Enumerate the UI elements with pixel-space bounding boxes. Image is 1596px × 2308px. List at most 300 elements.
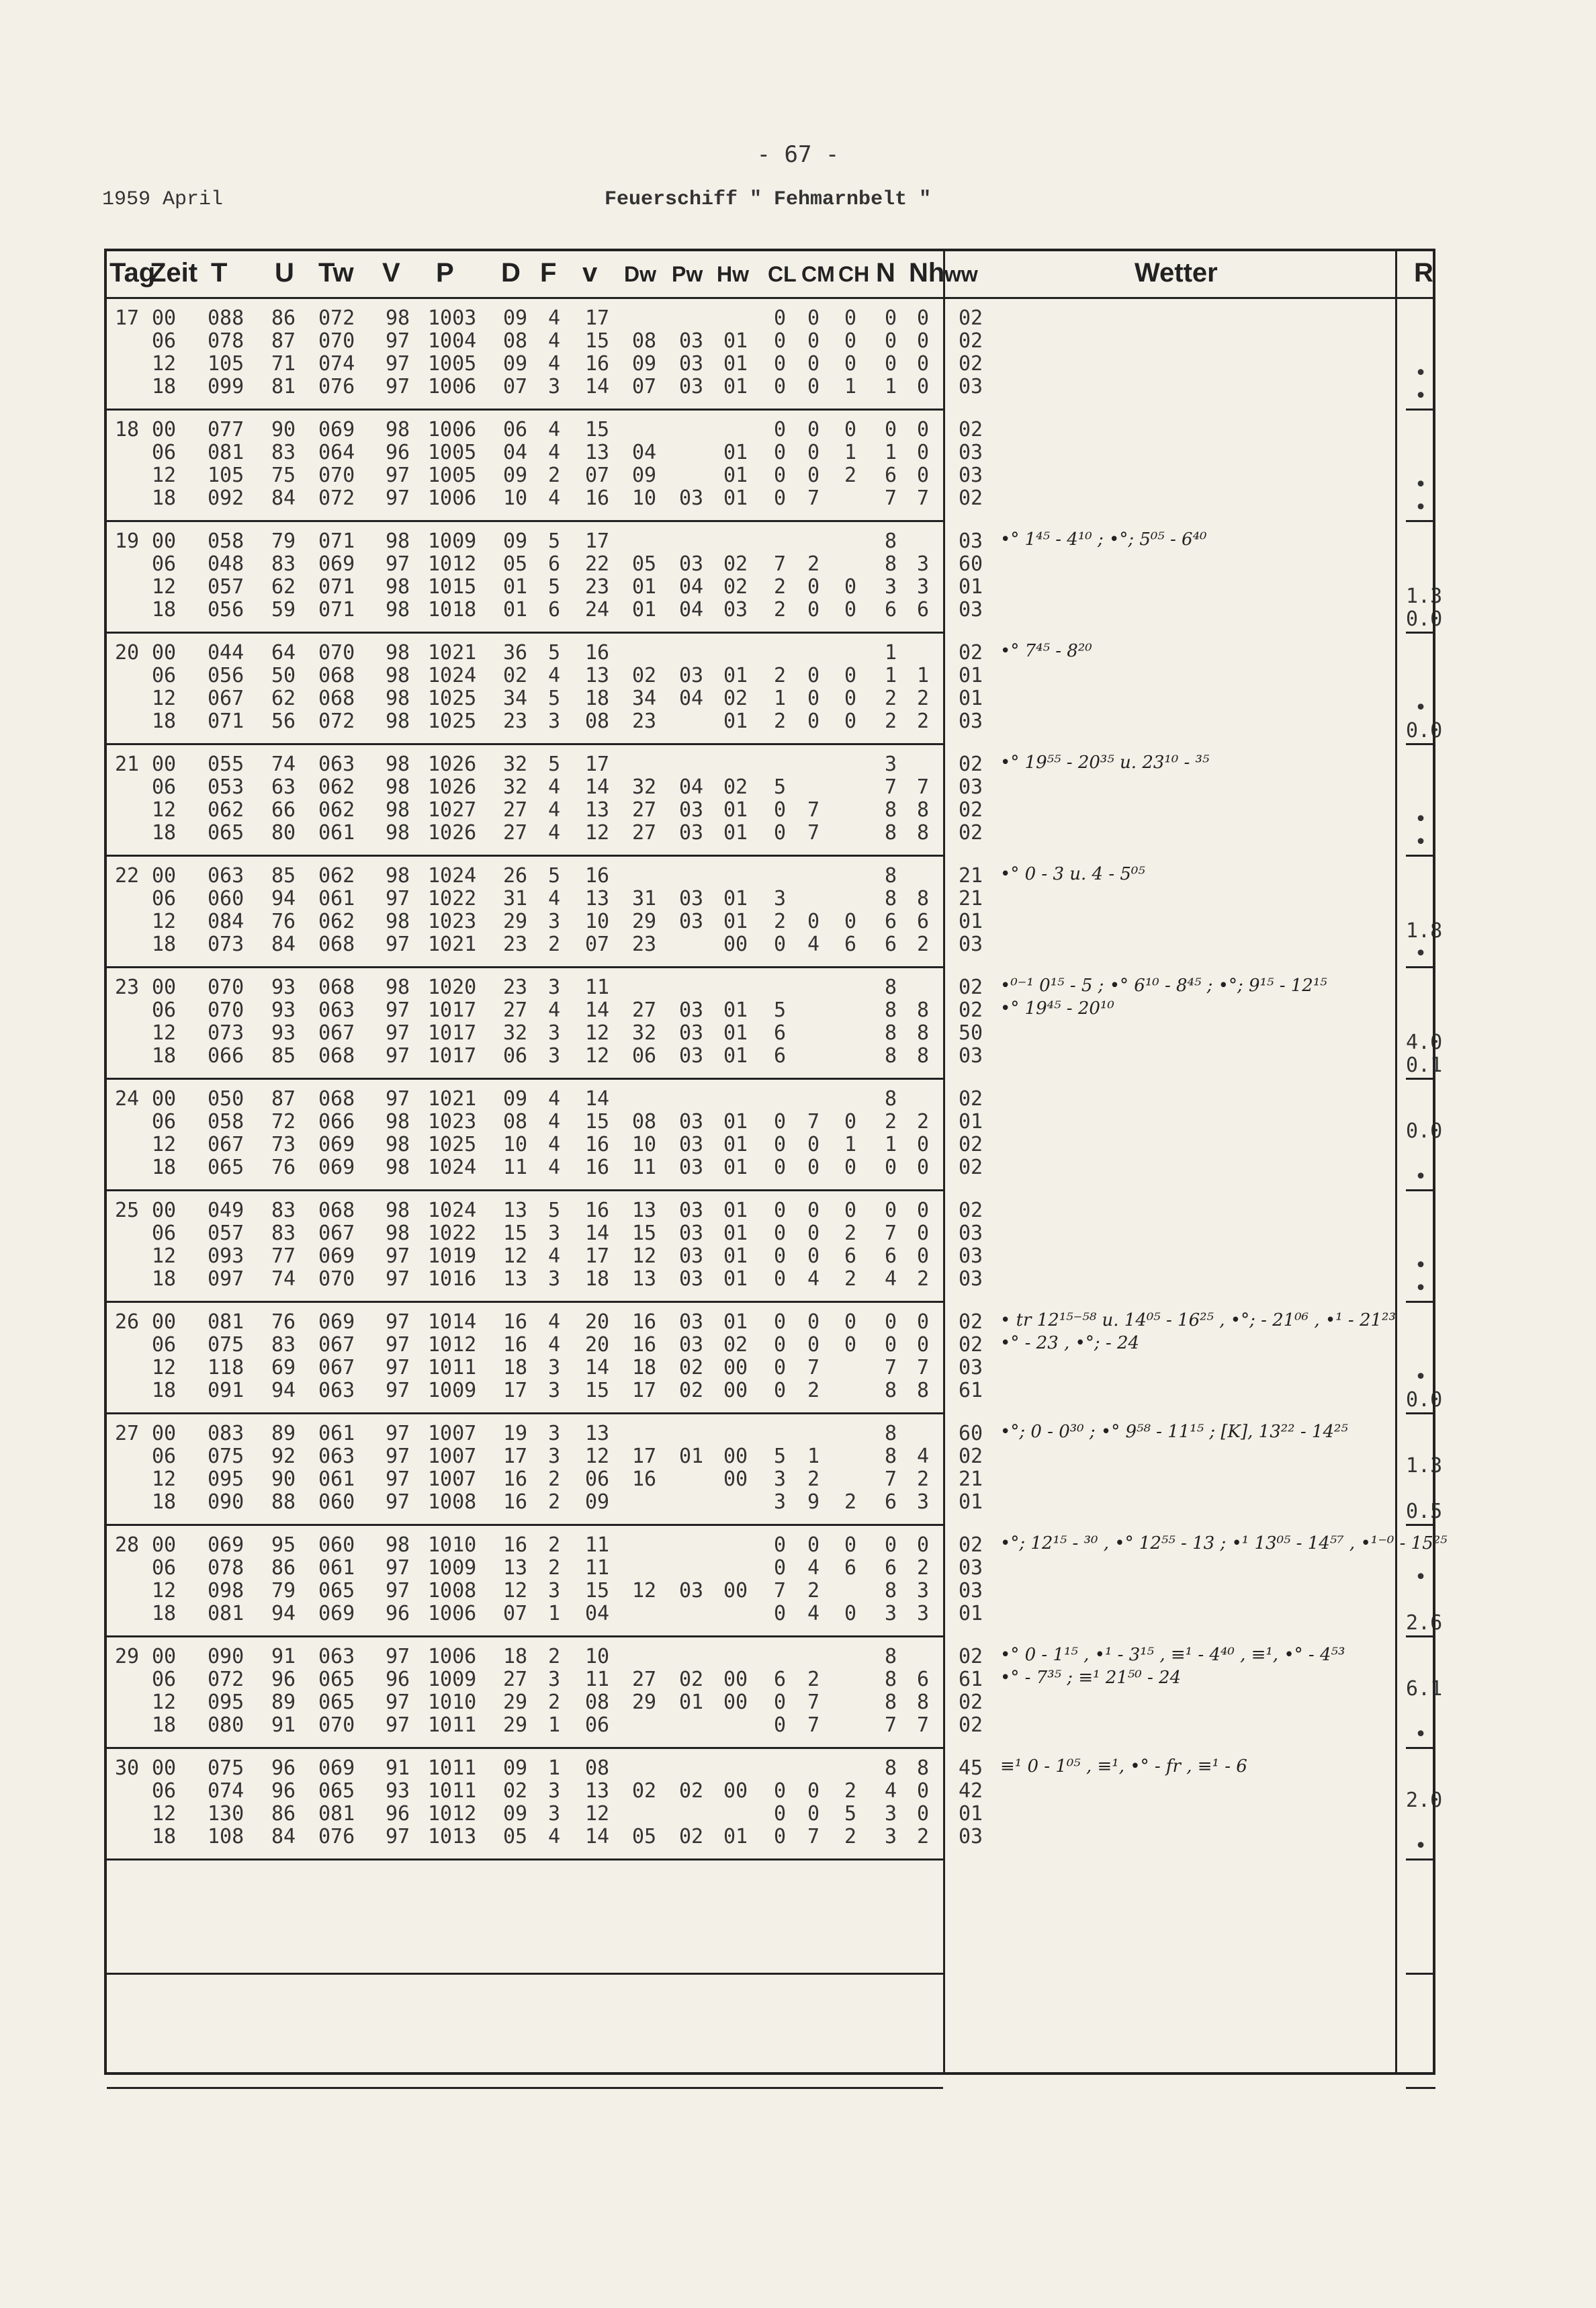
cell-d: 13 [503, 1199, 528, 1222]
row-divider [107, 409, 943, 411]
cell-ch: 0 [844, 687, 857, 710]
cell-p: 1017 [428, 998, 477, 1022]
cell-hw: 01 [723, 1044, 748, 1068]
table-row [107, 887, 1433, 910]
cell-n: 8 [885, 887, 897, 910]
cell-n: 7 [885, 1467, 897, 1491]
cell-tw: 068 [318, 1199, 355, 1222]
cell-u: 73 [271, 1133, 296, 1156]
cell-zeit: 18 [152, 1044, 177, 1068]
cell-t: 080 [208, 1713, 245, 1737]
cell-t: 073 [208, 933, 245, 956]
cell-p: 1019 [428, 1244, 477, 1268]
cell-zeit: 18 [152, 1602, 177, 1625]
cell-d: 10 [503, 1133, 528, 1156]
cell-u: 94 [271, 1602, 296, 1625]
header-cm: CM [801, 262, 835, 286]
cell-v: 98 [386, 710, 410, 733]
cell-u: 83 [271, 441, 296, 464]
cell-n: 8 [885, 998, 897, 1022]
cell-nh: 8 [917, 798, 930, 822]
cell-v: 93 [386, 1779, 410, 1803]
cell-cl: 0 [774, 1691, 787, 1714]
cell-v: 20 [585, 1333, 610, 1357]
cell-hw: 01 [723, 1244, 748, 1268]
cell-dw: 34 [632, 687, 657, 710]
cell-d: 23 [503, 933, 528, 956]
header-v: V [382, 258, 400, 288]
cell-f: 3 [548, 1021, 561, 1045]
cell-f: 4 [548, 1333, 561, 1357]
cell-nh: 0 [917, 1333, 930, 1357]
cell-pw: 03 [679, 664, 704, 687]
cell-cl: 0 [774, 821, 787, 845]
cell-cm: 0 [807, 1156, 820, 1179]
cell-pw: 02 [679, 1668, 704, 1691]
cell-zeit: 06 [152, 887, 177, 910]
cell-f: 3 [548, 1356, 561, 1379]
cell-dw: 09 [632, 352, 657, 376]
cell-d: 09 [503, 352, 528, 376]
cell-u: 91 [271, 1713, 296, 1737]
cell-hw: 01 [723, 1267, 748, 1291]
cell-nh: 0 [917, 306, 930, 330]
cell-ww: 02 [959, 352, 983, 376]
cell-zeit: 18 [152, 1825, 177, 1848]
cell-d: 01 [503, 598, 528, 622]
cell-ww: 02 [959, 1310, 983, 1334]
cell-cl: 5 [774, 1445, 787, 1468]
row-divider-r [1406, 1635, 1435, 1637]
cell-hw: 01 [723, 1133, 748, 1156]
cell-p: 1015 [428, 575, 477, 599]
cell-u: 92 [271, 1445, 296, 1468]
cell-v: 14 [585, 375, 610, 398]
cell-r: • [1414, 1254, 1427, 1277]
cell-ww: 01 [959, 910, 983, 933]
cell-pw: 04 [679, 775, 704, 799]
cell-cl: 6 [774, 1021, 787, 1045]
cell-dw: 02 [632, 664, 657, 687]
cell-p: 1027 [428, 798, 477, 822]
cell-u: 88 [271, 1490, 296, 1514]
table-row [107, 1379, 1443, 1412]
cell-ch: 0 [844, 352, 857, 376]
cell-zeit: 12 [152, 575, 177, 599]
cell-v: 98 [386, 1199, 410, 1222]
cell-u: 87 [271, 329, 296, 353]
cell-hw: 01 [723, 998, 748, 1022]
cell-v: 13 [585, 1422, 610, 1445]
cell-n: 0 [885, 1310, 897, 1334]
table-row [107, 687, 1433, 720]
table-row [107, 1445, 1443, 1478]
cell-cl: 2 [774, 598, 787, 622]
header-p: P [436, 258, 454, 288]
cell-tw: 070 [318, 464, 355, 487]
cell-v: 07 [585, 464, 610, 487]
cell-d: 09 [503, 1756, 528, 1780]
cell-tag: 17 [115, 306, 140, 330]
cell-tw: 071 [318, 529, 355, 553]
cell-cm: 0 [807, 1310, 820, 1334]
cell-ww: 60 [959, 1422, 983, 1445]
cell-v: 16 [585, 1199, 610, 1222]
cell-tw: 069 [318, 1756, 355, 1780]
cell-p: 1024 [428, 1199, 477, 1222]
cell-pw: 03 [679, 821, 704, 845]
cell-pw: 01 [679, 1445, 704, 1468]
cell-zeit: 06 [152, 775, 177, 799]
cell-d: 16 [503, 1467, 528, 1491]
cell-n: 6 [885, 1556, 897, 1580]
cell-n: 2 [885, 687, 897, 710]
row-divider [107, 632, 943, 634]
cell-p: 1024 [428, 1156, 477, 1179]
cell-v: 97 [386, 329, 410, 353]
cell-zeit: 06 [152, 329, 177, 353]
header-ww: ww [944, 262, 978, 286]
cell-n: 1 [885, 641, 897, 665]
cell-u: 93 [271, 1021, 296, 1045]
cell-n: 8 [885, 1691, 897, 1714]
cell-v: 97 [386, 1356, 410, 1379]
cell-f: 4 [548, 486, 561, 510]
cell-v: 16 [585, 352, 610, 376]
cell-t: 056 [208, 664, 245, 687]
cell-u: 74 [271, 753, 296, 776]
cell-v: 04 [585, 1602, 610, 1625]
cell-u: 77 [271, 1244, 296, 1268]
table-row [107, 664, 1433, 687]
header-divider [107, 297, 1433, 299]
cell-zeit: 18 [152, 598, 177, 622]
cell-v: 98 [386, 1110, 410, 1134]
cell-zeit: 06 [152, 552, 177, 576]
cell-t: 069 [208, 1533, 245, 1557]
cell-dw: 08 [632, 329, 657, 353]
cell-cl: 0 [774, 1244, 787, 1268]
cell-v: 17 [585, 1244, 610, 1268]
table-row [107, 1668, 1443, 1701]
cell-ch: 0 [844, 329, 857, 353]
cell-n: 7 [885, 1713, 897, 1737]
table-row [107, 910, 1443, 943]
table-row [107, 1156, 1433, 1189]
cell-cm: 7 [807, 1713, 820, 1737]
cell-cm: 0 [807, 687, 820, 710]
cell-hw: 01 [723, 352, 748, 376]
cell-hw: 00 [723, 1668, 748, 1691]
row-divider-r [1406, 409, 1435, 411]
cell-f: 6 [548, 598, 561, 622]
table-row [107, 1779, 1443, 1812]
cell-ww: 02 [959, 1333, 983, 1357]
cell-dw: 27 [632, 798, 657, 822]
table-row [107, 821, 1433, 854]
cell-zeit: 18 [152, 486, 177, 510]
cell-p: 1022 [428, 887, 477, 910]
cell-nh: 8 [917, 821, 930, 845]
cell-ch: 0 [844, 418, 857, 441]
cell-d: 12 [503, 1244, 528, 1268]
cell-tag: 24 [115, 1087, 140, 1111]
cell-tag: 29 [115, 1645, 140, 1668]
cell-tw: 061 [318, 821, 355, 845]
cell-f: 5 [548, 575, 561, 599]
cell-n: 8 [885, 1756, 897, 1780]
cell-cm: 4 [807, 1556, 820, 1580]
cell-tw: 061 [318, 1467, 355, 1491]
cell-ww: 03 [959, 1356, 983, 1379]
cell-hw: 01 [723, 710, 748, 733]
cell-v: 98 [386, 598, 410, 622]
cell-tw: 065 [318, 1779, 355, 1803]
cell-cm: 0 [807, 598, 820, 622]
cell-tw: 066 [318, 1110, 355, 1134]
row-divider-r [1406, 1412, 1435, 1414]
cell-cm: 4 [807, 1602, 820, 1625]
table-row [107, 1244, 1433, 1277]
cell-cl: 6 [774, 1668, 787, 1691]
cell-p: 1021 [428, 1087, 477, 1111]
cell-n: 8 [885, 1021, 897, 1045]
cell-hw: 01 [723, 1199, 748, 1222]
cell-p: 1003 [428, 306, 477, 330]
cell-t: 095 [208, 1691, 245, 1714]
cell-f: 3 [548, 976, 561, 999]
table-row [107, 464, 1433, 497]
cell-ch: 2 [844, 1825, 857, 1848]
cell-v: 14 [585, 998, 610, 1022]
cell-ww: 01 [959, 1490, 983, 1514]
cell-p: 1026 [428, 775, 477, 799]
cell-pw: 02 [679, 1779, 704, 1803]
cell-p: 1006 [428, 1645, 477, 1668]
cell-cm: 7 [807, 1825, 820, 1848]
cell-d: 32 [503, 775, 528, 799]
cell-tw: 072 [318, 306, 355, 330]
cell-ww: 21 [959, 864, 983, 888]
cell-f: 2 [548, 1490, 561, 1514]
cell-u: 74 [271, 1267, 296, 1291]
cell-cm: 0 [807, 710, 820, 733]
cell-nh: 2 [917, 1267, 930, 1291]
cell-u: 86 [271, 306, 296, 330]
cell-zeit: 06 [152, 1556, 177, 1580]
cell-u: 86 [271, 1802, 296, 1826]
row-divider-r [1406, 855, 1435, 857]
cell-v: 97 [386, 486, 410, 510]
cell-cl: 2 [774, 710, 787, 733]
cell-t: 044 [208, 641, 245, 665]
cell-dw: 16 [632, 1467, 657, 1491]
cell-t: 060 [208, 887, 245, 910]
cell-zeit: 18 [152, 1379, 177, 1402]
cell-f: 3 [548, 710, 561, 733]
cell-dw: 01 [632, 598, 657, 622]
table-row [107, 418, 1433, 441]
cell-ch: 0 [844, 306, 857, 330]
cell-f: 1 [548, 1713, 561, 1737]
cell-p: 1006 [428, 375, 477, 398]
cell-zeit: 12 [152, 798, 177, 822]
row-divider-r [1406, 1524, 1435, 1526]
cell-pw: 03 [679, 1110, 704, 1134]
cell-f: 4 [548, 998, 561, 1022]
cell-hw: 02 [723, 775, 748, 799]
cell-cl: 0 [774, 464, 787, 487]
cell-nh: 8 [917, 1756, 930, 1780]
cell-p: 1014 [428, 1310, 477, 1334]
cell-t: 071 [208, 710, 245, 733]
cell-d: 32 [503, 753, 528, 776]
cell-d: 10 [503, 486, 528, 510]
cell-v: 06 [585, 1467, 610, 1491]
cell-d: 02 [503, 664, 528, 687]
cell-u: 79 [271, 529, 296, 553]
cell-hw: 00 [723, 1379, 748, 1402]
cell-u: 76 [271, 1156, 296, 1179]
cell-v: 97 [386, 1422, 410, 1445]
cell-d: 07 [503, 375, 528, 398]
cell-ww: 02 [959, 1691, 983, 1714]
table-row [107, 1691, 1433, 1713]
cell-d: 04 [503, 441, 528, 464]
cell-n: 6 [885, 598, 897, 622]
table-row [107, 1356, 1433, 1389]
row-divider [107, 855, 943, 857]
cell-d: 27 [503, 821, 528, 845]
cell-t: 081 [208, 1310, 245, 1334]
cell-cl: 0 [774, 352, 787, 376]
cell-cl: 0 [774, 1267, 787, 1291]
cell-cm: 0 [807, 664, 820, 687]
cell-f: 3 [548, 1779, 561, 1803]
cell-ww: 02 [959, 976, 983, 999]
table-row [107, 1490, 1443, 1523]
cell-t: 077 [208, 418, 245, 441]
cell-pw: 03 [679, 1156, 704, 1179]
cell-ww: 02 [959, 821, 983, 845]
cell-ch: 2 [844, 464, 857, 487]
cell-cl: 0 [774, 1779, 787, 1803]
cell-hw: 00 [723, 1691, 748, 1714]
cell-p: 1009 [428, 1668, 477, 1691]
cell-v: 11 [585, 1556, 610, 1580]
cell-nh: 0 [917, 1310, 930, 1334]
day-block [107, 1635, 1443, 1747]
day-block [107, 1747, 1443, 1858]
header-ch: CH [838, 262, 870, 286]
cell-ch: 6 [844, 1244, 857, 1268]
cell-ch: 6 [844, 1556, 857, 1580]
cell-ch: 2 [844, 1222, 857, 1245]
cell-dw: 17 [632, 1379, 657, 1402]
cell-v: 98 [386, 641, 410, 665]
cell-nh: 0 [917, 441, 930, 464]
cell-v: 96 [386, 1602, 410, 1625]
cell-cl: 0 [774, 1310, 787, 1334]
cell-n: 3 [885, 1802, 897, 1826]
cell-hw: 01 [723, 464, 748, 487]
cell-pw: 03 [679, 1333, 704, 1357]
cell-tw: 072 [318, 710, 355, 733]
cell-cl: 6 [774, 1044, 787, 1068]
cell-tw: 071 [318, 598, 355, 622]
cell-n: 2 [885, 1110, 897, 1134]
cell-r: 1.8 [1406, 919, 1443, 943]
cell-zeit: 06 [152, 998, 177, 1022]
cell-f: 2 [548, 933, 561, 956]
cell-cm: 0 [807, 910, 820, 933]
cell-d: 27 [503, 1668, 528, 1691]
table-row [107, 486, 1433, 519]
cell-t: 073 [208, 1021, 245, 1045]
cell-ww: 02 [959, 329, 983, 353]
cell-nh: 3 [917, 1602, 930, 1625]
cell-cm: 0 [807, 1779, 820, 1803]
cell-cm: 0 [807, 1133, 820, 1156]
cell-tw: 068 [318, 687, 355, 710]
cell-ww: 60 [959, 552, 983, 576]
cell-v: 14 [585, 1222, 610, 1245]
empty-row-divider [107, 1973, 943, 1975]
cell-r: 1.3 [1406, 585, 1443, 608]
cell-cl: 7 [774, 1579, 787, 1602]
cell-f: 4 [548, 1133, 561, 1156]
cell-nh: 8 [917, 1691, 930, 1714]
cell-v: 13 [585, 664, 610, 687]
cell-cl: 2 [774, 910, 787, 933]
cell-ch: 0 [844, 910, 857, 933]
cell-v: 23 [585, 575, 610, 599]
cell-v: 97 [386, 1044, 410, 1068]
cell-tw: 060 [318, 1490, 355, 1514]
table-row [107, 1021, 1443, 1054]
cell-hw: 02 [723, 552, 748, 576]
cell-d: 06 [503, 1044, 528, 1068]
cell-u: 85 [271, 864, 296, 888]
cell-cm: 2 [807, 1579, 820, 1602]
cell-d: 05 [503, 552, 528, 576]
cell-zeit: 00 [152, 1087, 177, 1111]
cell-u: 96 [271, 1756, 296, 1780]
cell-u: 96 [271, 1668, 296, 1691]
cell-ww: 50 [959, 1021, 983, 1045]
station-name: Feuerschiff " Fehmarnbelt " [605, 188, 932, 211]
table-row [107, 1556, 1433, 1589]
table-row [107, 375, 1433, 408]
cell-n: 1 [885, 1133, 897, 1156]
cell-p: 1011 [428, 1713, 477, 1737]
row-divider [107, 1635, 943, 1637]
cell-v: 17 [585, 529, 610, 553]
cell-u: 76 [271, 1310, 296, 1334]
cell-v: 98 [386, 529, 410, 553]
cell-v: 97 [386, 933, 410, 956]
cell-zeit: 06 [152, 664, 177, 687]
cell-r: • [1414, 1566, 1427, 1589]
cell-dw: 10 [632, 486, 657, 510]
cell-ww: 03 [959, 1579, 983, 1602]
cell-ch: 1 [844, 375, 857, 398]
cell-cl: 0 [774, 418, 787, 441]
row-divider-r [1406, 520, 1435, 522]
cell-v: 98 [386, 664, 410, 687]
table-row [107, 552, 1433, 575]
cell-tw: 070 [318, 641, 355, 665]
